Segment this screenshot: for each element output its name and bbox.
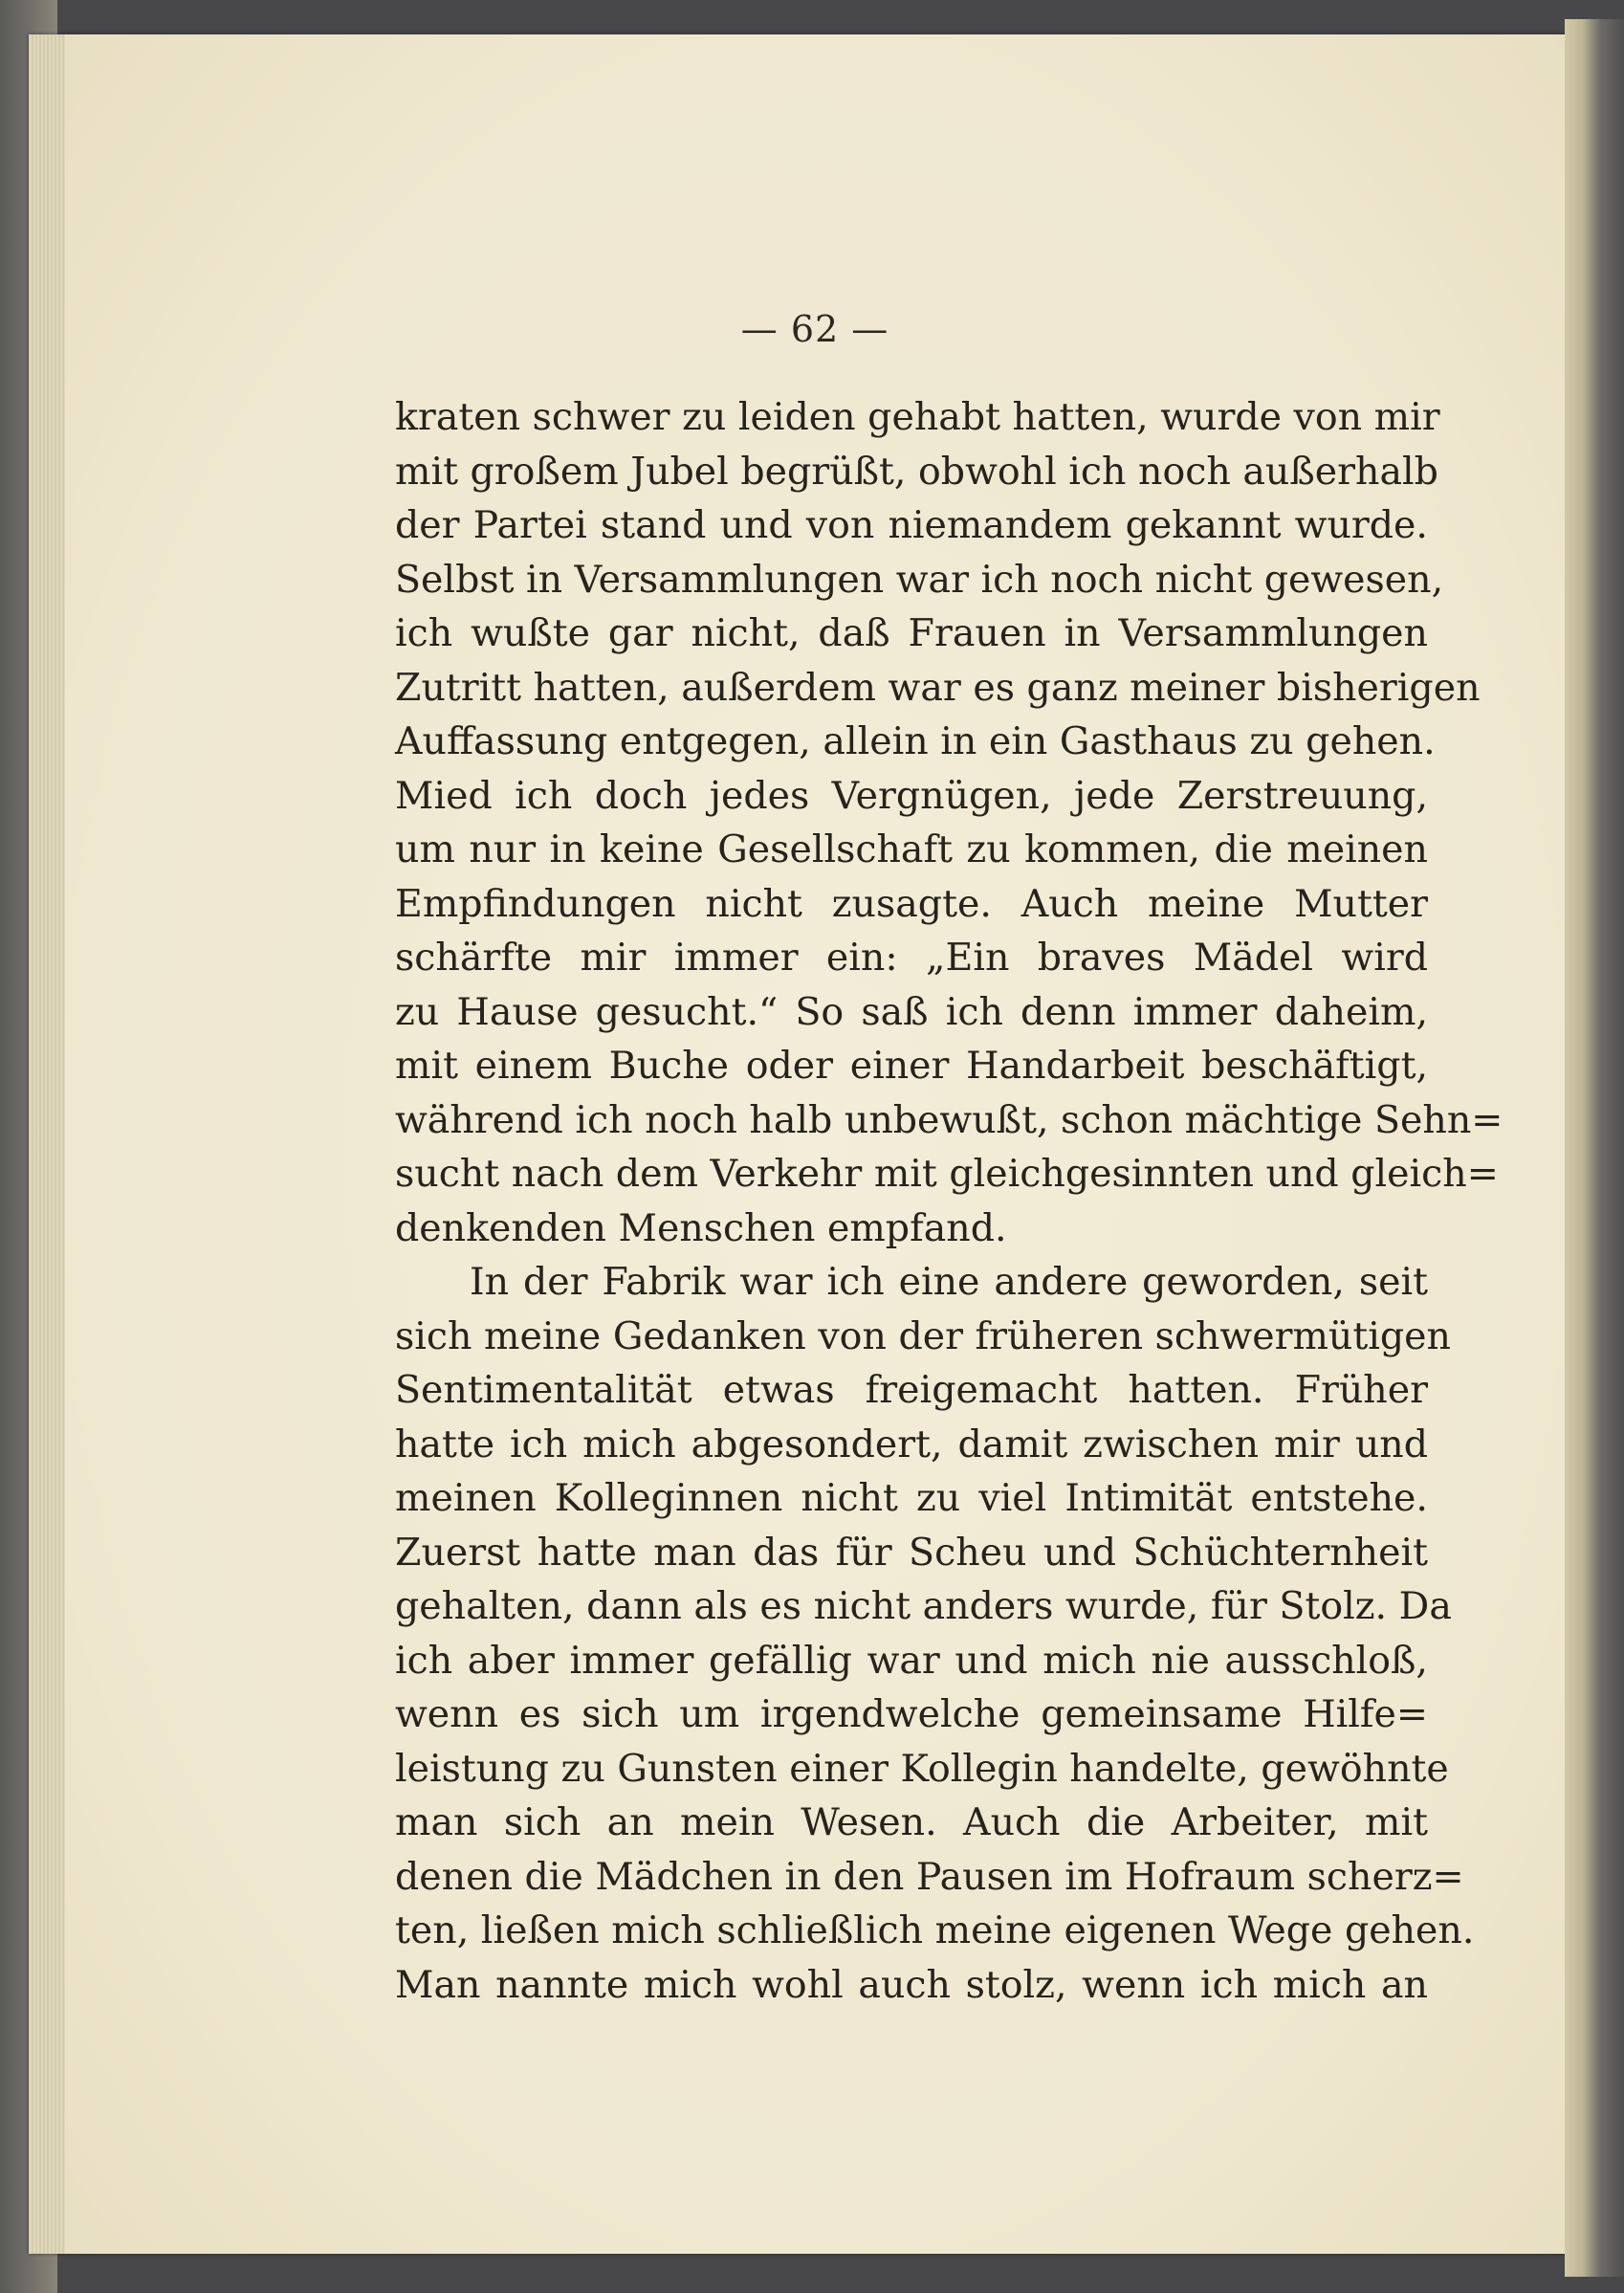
text-line: um nur in keine Gesellschaft zu kommen, die meinen — [395, 827, 1428, 871]
text-line: man sich an mein Wesen. Auch die Arbeiter, mit — [395, 1800, 1428, 1844]
text-line: kraten schwer zu leiden gehabt hatten, wurde von mir — [395, 395, 1440, 439]
text-line: ten, ließen mich schließlich meine eigenen Wege gehen. — [395, 1908, 1475, 1952]
text-line: Selbst in Versammlungen war ich noch nicht gewesen, — [395, 557, 1444, 602]
text-line: meinen Kolleginnen nicht zu viel Intimität entstehe. — [395, 1476, 1428, 1520]
book-page — [65, 34, 1565, 2254]
text-line: schärfte mir immer ein: „Ein braves Mädel wird — [395, 936, 1428, 980]
text-line: Zutritt hatten, außerdem war es ganz meiner bisherigen — [395, 665, 1481, 710]
text-line: ich wußte gar nicht, daß Frauen in Versammlungen — [395, 611, 1428, 655]
text-line: Zuerst hatte man das für Scheu und Schüchternheit — [395, 1530, 1428, 1575]
text-line: Empfindungen nicht zusagte. Auch meine Mutter — [395, 881, 1428, 926]
text-line: mit einem Buche oder einer Handarbeit beschäftigt, — [395, 1044, 1428, 1088]
page-number: — 62 — — [740, 308, 889, 350]
text-line: Auffassung entgegen, allein in ein Gasthaus zu gehen. — [395, 719, 1436, 763]
text-line: sich meine Gedanken von der früheren schwermütigen — [395, 1313, 1451, 1358]
text-line: Mied ich doch jedes Vergnügen, jede Zerstreuung, — [395, 773, 1428, 818]
text-line: mit großem Jubel begrüßt, obwohl ich noch außerhalb — [395, 449, 1438, 494]
text-line: sucht nach dem Verkehr mit gleichgesinnten und gleich= — [395, 1152, 1499, 1196]
text-line: hatte ich mich abgesondert, damit zwischen mir und — [395, 1422, 1428, 1466]
text-line: wenn es sich um irgendwelche gemeinsame Hilfe= — [395, 1692, 1428, 1736]
text-line: denen die Mädchen in den Pausen im Hofraum scherz= — [395, 1854, 1464, 1899]
book-cover-edge — [1565, 19, 1624, 2277]
text-line: der Partei stand und von niemandem gekannt wurde. — [395, 503, 1428, 547]
text-line: während ich noch halb unbewußt, schon mächtige Sehn= — [395, 1097, 1503, 1142]
text-line: Man nannte mich wohl auch stolz, wenn ich mich an — [395, 1962, 1428, 2007]
text-line: zu Hause gesucht.“ So saß ich denn immer daheim, — [395, 989, 1428, 1034]
body-text — [395, 390, 1503, 2012]
text-line: Sentimentalität etwas freigemacht hatten. Früher — [395, 1368, 1428, 1412]
text-line: ich aber immer gefällig war und mich nie ausschloß, — [395, 1638, 1428, 1683]
text-line: leistung zu Gunsten einer Kollegin handelte, gewöhnte — [395, 1746, 1449, 1791]
text-line: gehalten, dann als es nicht anders wurde, für Stolz. Da — [395, 1584, 1452, 1628]
text-line: denkenden Menschen empfand. — [395, 1205, 1007, 1250]
text-line: In der Fabrik war ich eine andere geworden, seit — [470, 1260, 1428, 1304]
